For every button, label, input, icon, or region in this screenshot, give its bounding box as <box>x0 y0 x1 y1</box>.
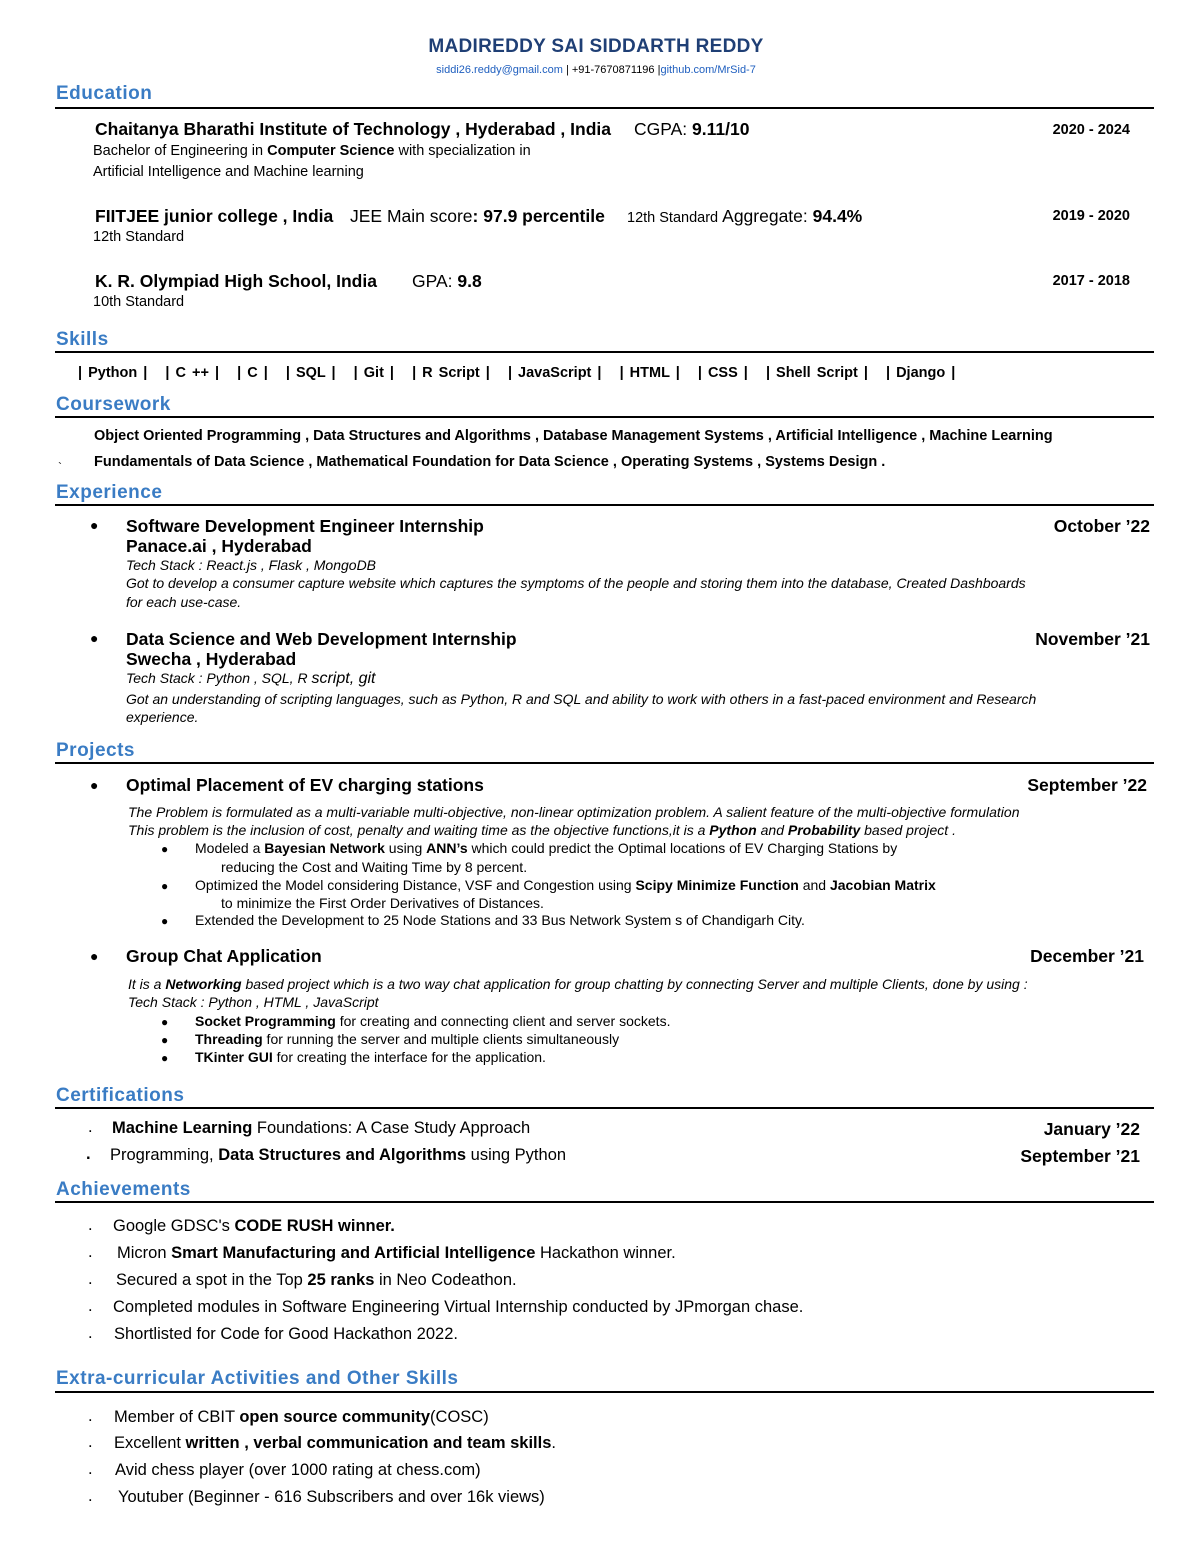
list-marker: . <box>86 1145 91 1163</box>
small-dot-icon: ● <box>161 1051 169 1065</box>
skills-list <box>78 365 955 381</box>
section-divider <box>55 762 1154 764</box>
project-bullet-cont: to minimize the First Order Derivatives of Distances. <box>221 895 544 911</box>
education-score: CGPA: 9.11/10 <box>634 119 750 139</box>
skill-separator: | <box>412 365 423 381</box>
list-marker: . <box>88 1216 93 1234</box>
skill-item: C ++ <box>175 365 209 381</box>
list-marker: . <box>88 1433 93 1451</box>
skill-separator: | <box>237 365 248 381</box>
section-divider <box>55 107 1154 109</box>
separator: | <box>565 64 569 76</box>
skill-item: Python <box>88 365 138 381</box>
skill-separator: | <box>257 365 286 381</box>
project-stack: Tech Stack : Python , HTML , JavaScript <box>128 994 379 1010</box>
skill-separator: | <box>885 365 897 381</box>
project-bullet-cont: reducing the Cost and Waiting Time by 8 percent. <box>221 859 528 875</box>
github-link[interactable]: github.com/MrSid-7 <box>660 64 756 76</box>
section-divider <box>55 351 1154 353</box>
section-title-coursework: Coursework <box>56 394 171 415</box>
skill-separator: | <box>78 365 89 381</box>
candidate-name: MADIREDDY SAI SIDDARTH REDDY <box>428 36 764 57</box>
experience-description: for each use-case. <box>126 594 242 610</box>
small-dot-icon: ● <box>161 1015 169 1029</box>
experience-stack: Tech Stack : Python , SQL, R script, git <box>126 670 376 687</box>
section-divider <box>55 1201 1154 1203</box>
education-dates: 2020 - 2024 <box>1052 122 1130 138</box>
education-level: 10th Standard <box>93 294 185 310</box>
education-aggregate: 12th Standard Aggregate: 94.4% <box>627 206 863 226</box>
project-description: It is a Networking based project which is a two way chat application for group chatting by connecting Server and multiple Clients, done by using : <box>128 976 1028 992</box>
project-bullet: Threading for running the server and multiple clients simultaneously <box>195 1031 620 1047</box>
skill-separator: | <box>208 365 238 381</box>
project-name: Optimal Placement of EV charging stations <box>126 775 484 795</box>
section-title-achievements: Achievements <box>56 1179 191 1200</box>
education-score: JEE Main score: 97.9 percentile <box>350 206 605 226</box>
skill-separator: | <box>383 365 413 381</box>
education-institution: K. R. Olympiad High School, India <box>95 271 377 291</box>
skill-item: C <box>247 365 258 381</box>
list-marker: . <box>88 1487 93 1505</box>
skill-item: Django <box>896 365 946 381</box>
project-bullet: Optimized the Model considering Distance, VSF and Congestion using Scipy Minimize Function and Jacobian Matrix <box>195 877 936 893</box>
project-bullet: Modeled a Bayesian Network using ANN’s which could predict the Optimal locations of EV Charging Stations by <box>195 840 898 856</box>
phone-number: +91-7670871196 <box>571 64 655 76</box>
list-marker: . <box>88 1460 93 1478</box>
certification-item: Machine Learning Foundations: A Case Study Approach <box>112 1119 531 1137</box>
section-title-extracurricular: Extra-curricular Activities and Other Skills <box>56 1368 459 1389</box>
list-marker: . <box>88 1324 93 1342</box>
bullet-icon: ● <box>90 777 99 793</box>
section-title-education: Education <box>56 83 153 104</box>
coursework-line: Object Oriented Programming , Data Structures and Algorithms , Database Management Systems , Artificial Intelligence , Machine Learning <box>94 428 1053 444</box>
skill-separator: | <box>857 365 886 381</box>
small-dot-icon: ● <box>161 879 169 893</box>
skill-item: HTML <box>629 365 670 381</box>
experience-stack: Tech Stack : React.js , Flask , MongoDB <box>126 557 377 573</box>
skill-item: R Script <box>422 365 480 381</box>
list-marker: . <box>88 1270 93 1288</box>
education-level: 12th Standard <box>93 229 185 245</box>
experience-company: Panace.ai , Hyderabad <box>126 536 312 556</box>
skill-separator: | <box>697 365 708 381</box>
project-bullet: Extended the Development to 25 Node Stations and 33 Bus Network System s of Chandigarh City. <box>195 912 805 928</box>
list-marker: . <box>88 1118 93 1136</box>
section-title-skills: Skills <box>56 329 109 350</box>
project-bullet: TKinter GUI for creating the interface for the application. <box>195 1049 546 1065</box>
certification-date: January ’22 <box>1043 1119 1140 1139</box>
email-link[interactable]: siddi26.reddy@gmail.com <box>436 64 563 76</box>
skill-separator: | <box>669 365 698 381</box>
stray-mark: ` <box>58 460 62 474</box>
experience-date: November ’21 <box>1035 629 1150 649</box>
skill-separator: | <box>737 365 766 381</box>
experience-description: Got to develop a consumer capture website which captures the symptoms of the people and storing them into the database, Created Dashboards <box>126 575 1026 591</box>
experience-description: experience. <box>126 709 199 725</box>
project-description: The Problem is formulated as a multi-variable multi-objective, non-linear optimization problem. A salient feature of the multi-objective formulation <box>128 804 1020 820</box>
skill-separator: | <box>479 365 508 381</box>
small-dot-icon: ● <box>161 914 169 928</box>
achievement-item: Secured a spot in the Top 25 ranks in Neo Codeathon. <box>116 1271 517 1289</box>
project-date: September ’22 <box>1027 775 1147 795</box>
experience-role: Data Science and Web Development Internship <box>126 629 517 649</box>
coursework-line: Fundamentals of Data Science , Mathematical Foundation for Data Science , Operating Systems , Systems Design . <box>94 454 886 470</box>
contact-line <box>0 64 1192 76</box>
skill-separator: | <box>285 365 296 381</box>
experience-company: Swecha , Hyderabad <box>126 649 297 669</box>
small-dot-icon: ● <box>161 842 169 856</box>
extracurricular-item: Youtuber (Beginner - 616 Subscribers and over 16k views) <box>118 1488 545 1506</box>
section-title-experience: Experience <box>56 482 163 503</box>
bullet-icon: ● <box>90 948 99 964</box>
achievement-item: Google GDSC's CODE RUSH winner. <box>113 1217 395 1235</box>
skill-item: Shell Script <box>776 365 858 381</box>
skill-separator: | <box>591 365 620 381</box>
bullet-icon: ● <box>90 630 99 646</box>
extracurricular-item: Avid chess player (over 1000 rating at chess.com) <box>115 1461 481 1479</box>
certification-date: September ’21 <box>1020 1146 1140 1166</box>
skill-item: SQL <box>295 365 326 381</box>
education-institution: Chaitanya Bharathi Institute of Technology , Hyderabad , India <box>95 119 611 139</box>
experience-role: Software Development Engineer Internship <box>126 516 484 536</box>
education-dates: 2017 - 2018 <box>1052 273 1130 289</box>
section-title-certifications: Certifications <box>56 1085 185 1106</box>
skill-item: CSS <box>707 365 738 381</box>
bullet-icon: ● <box>90 517 99 533</box>
education-degree: Bachelor of Engineering in Computer Science with specialization in <box>93 143 531 159</box>
small-dot-icon: ● <box>161 1033 169 1047</box>
education-score: GPA: 9.8 <box>412 271 482 291</box>
list-marker: . <box>88 1407 93 1425</box>
project-date: December ’21 <box>1030 946 1144 966</box>
achievement-item: Shortlisted for Code for Good Hackathon 2022. <box>114 1325 458 1343</box>
section-divider <box>55 1107 1154 1109</box>
list-marker: . <box>88 1243 93 1261</box>
section-divider <box>55 504 1154 506</box>
separator: | <box>657 64 661 76</box>
extracurricular-item: Member of CBIT open source community(COSC) <box>114 1408 489 1426</box>
experience-description: Got an understanding of scripting languages, such as Python, R and SQL and ability to work with others in a fast-paced environment and Research <box>126 691 1037 707</box>
achievement-item: Micron Smart Manufacturing and Artificial Intelligence Hackathon winner. <box>117 1244 676 1262</box>
section-divider <box>55 1391 1154 1393</box>
education-dates: 2019 - 2020 <box>1052 208 1130 224</box>
skill-separator: | <box>765 365 777 381</box>
project-name: Group Chat Application <box>126 946 322 966</box>
skill-separator: | <box>945 365 956 381</box>
extracurricular-item: Excellent written , verbal communication and team skills. <box>114 1434 556 1452</box>
skill-separator: | <box>165 365 176 381</box>
certification-item: Programming, Data Structures and Algorithms using Python <box>110 1146 567 1164</box>
skill-item: Git <box>363 365 384 381</box>
skill-separator: | <box>137 365 166 381</box>
skill-separator: | <box>507 365 519 381</box>
project-description: This problem is the inclusion of cost, penalty and waiting time as the objective functions,it is a Python and Probability based project . <box>128 822 956 838</box>
skill-separator: | <box>325 365 354 381</box>
list-marker: . <box>88 1297 93 1315</box>
section-divider <box>55 416 1154 418</box>
experience-date: October ’22 <box>1053 516 1150 536</box>
education-institution: FIITJEE junior college , India <box>95 206 334 226</box>
project-bullet: Socket Programming for creating and connecting client and server sockets. <box>195 1013 671 1029</box>
skill-separator: | <box>619 365 630 381</box>
section-title-projects: Projects <box>56 740 135 761</box>
skill-item: JavaScript <box>518 365 592 381</box>
education-specialization: Artificial Intelligence and Machine learning <box>93 164 364 180</box>
skill-separator: | <box>353 365 364 381</box>
achievement-item: Completed modules in Software Engineering Virtual Internship conducted by JPmorgan chase. <box>113 1298 804 1316</box>
